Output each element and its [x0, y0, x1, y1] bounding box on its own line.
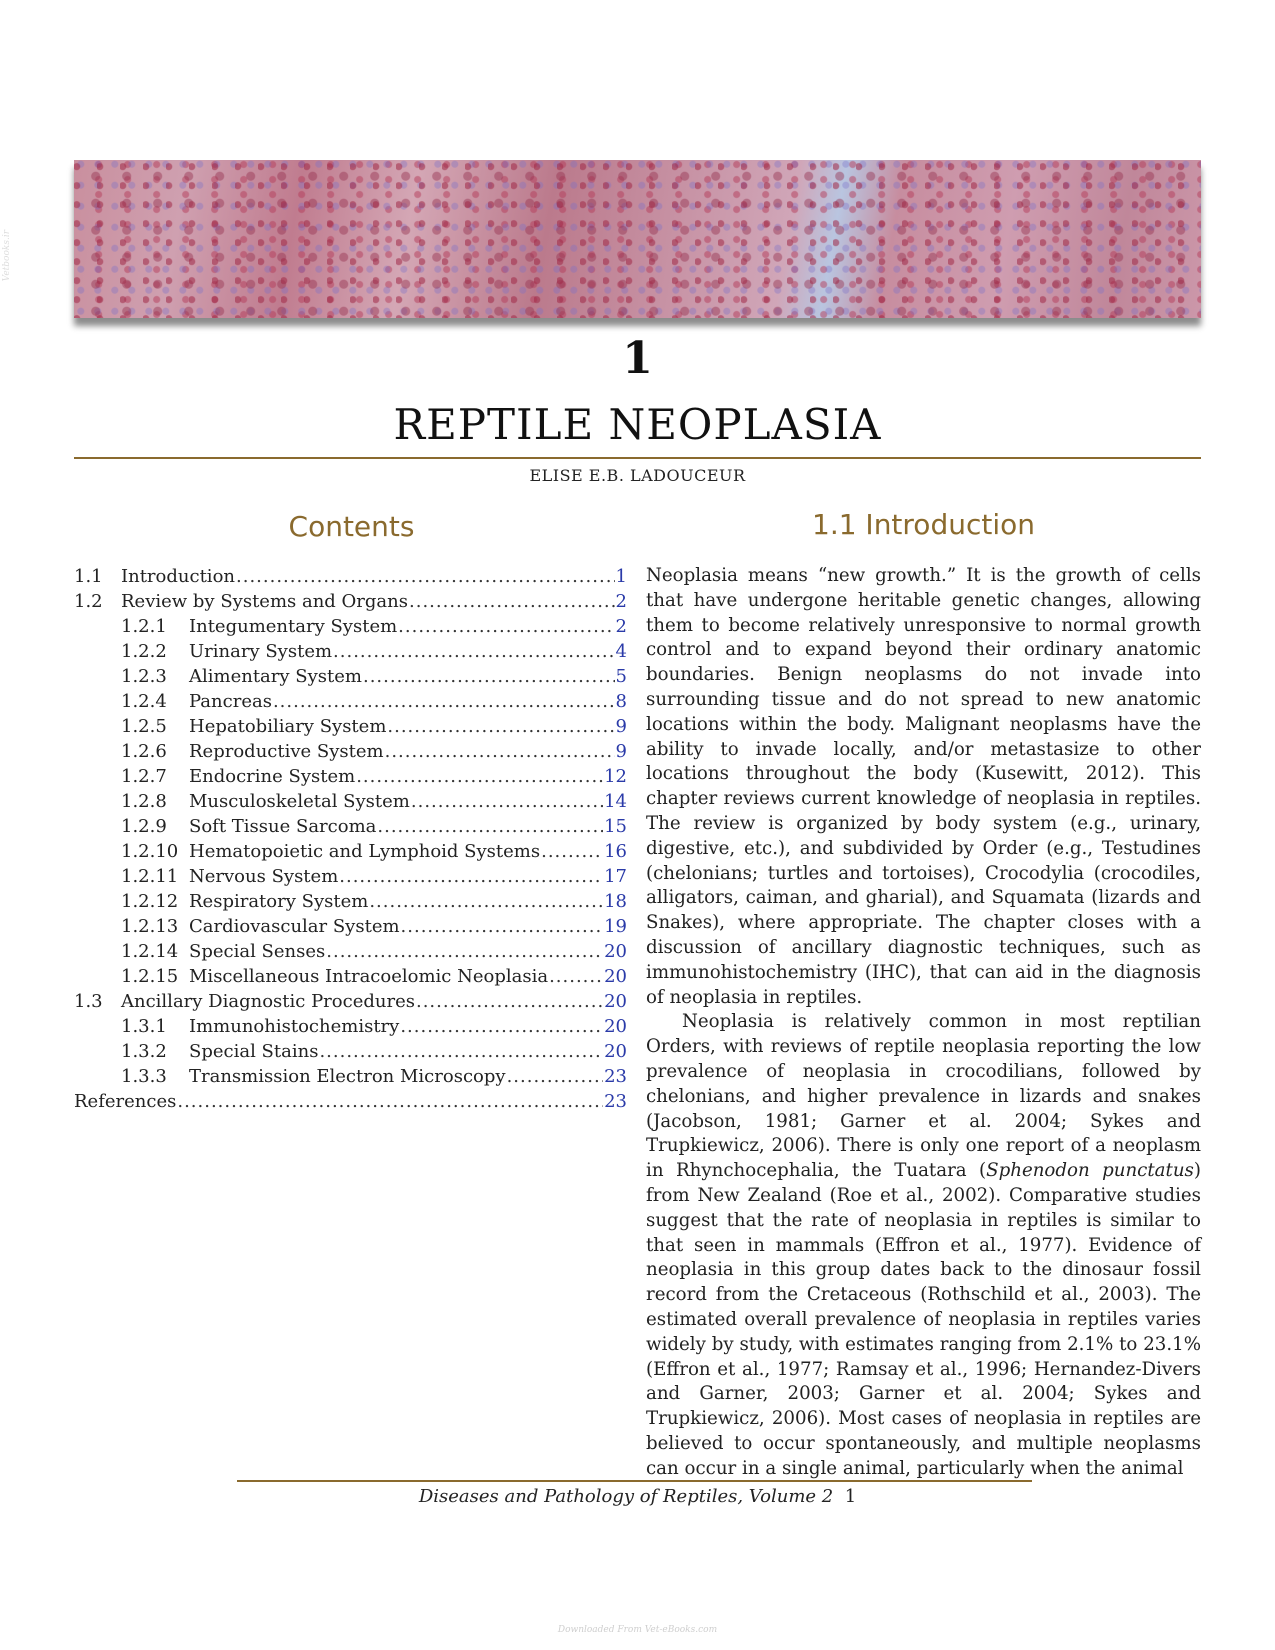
toc-entry-label: Reproductive System: [189, 741, 384, 762]
page-footer: [0, 1486, 1275, 1507]
toc-entry-label: Review by Systems and Organs: [121, 591, 408, 612]
toc-entry-page-link[interactable]: 15: [604, 816, 627, 837]
footer-book-title: Diseases and Pathology of Reptiles, Volume 2: [418, 1486, 834, 1507]
toc-entry-number: 1.2.13: [121, 916, 179, 937]
toc-entry-number: 1.2.6: [121, 741, 167, 762]
toc-entry[interactable]: [74, 1016, 627, 1041]
toc-entry-label: Alimentary System: [189, 666, 362, 687]
toc-entry-number: 1.2.5: [121, 716, 167, 737]
toc-entry-number: 1.2.14: [121, 941, 179, 962]
toc-entry-page-link[interactable]: 20: [604, 941, 627, 962]
toc-entry-page-link[interactable]: 5: [615, 666, 627, 687]
footer-page-number: 1: [844, 1486, 857, 1507]
toc-entry[interactable]: [74, 641, 627, 666]
toc-entry-label: Pancreas: [189, 691, 272, 712]
toc-entry[interactable]: [74, 1066, 627, 1091]
toc-entry-page-link[interactable]: 20: [604, 991, 627, 1012]
toc-entry-label: Special Senses: [189, 941, 326, 962]
toc-entry-page-link[interactable]: 23: [604, 1091, 627, 1112]
toc-entry-label: Cardiovascular System: [189, 916, 400, 937]
toc-entry-label: Musculoskeletal System: [189, 791, 410, 812]
chapter-title: REPTILE NEOPLASIA: [393, 400, 882, 449]
toc-leader-dots: [236, 566, 615, 587]
side-watermark: Vetbooks.ir: [2, 230, 12, 282]
toc-entry[interactable]: [74, 766, 627, 791]
toc-leader-dots: [339, 866, 603, 887]
toc-entry[interactable]: [74, 716, 627, 741]
toc-entry[interactable]: [74, 566, 627, 591]
title-rule: [74, 457, 1201, 459]
chapter-author: ELISE E.B. LADOUCEUR: [529, 466, 746, 485]
toc-entry-page-link[interactable]: 19: [604, 916, 627, 937]
toc-entry-label: Respiratory System: [189, 891, 369, 912]
toc-entry-label: Nervous System: [189, 866, 339, 887]
introduction-heading: 1.1 Introduction: [812, 508, 1035, 541]
toc-entry-label: Hematopoietic and Lymphoid Systems: [189, 841, 541, 862]
toc-leader-dots: [377, 816, 603, 837]
toc-leader-dots: [369, 891, 603, 912]
toc-entry[interactable]: [74, 891, 627, 916]
toc-entry[interactable]: [74, 1041, 627, 1066]
toc-entry-number: 1.2.7: [121, 766, 167, 787]
toc-leader-dots: [177, 1091, 603, 1112]
toc-entry-label: Miscellaneous Intracoelomic Neoplasia: [189, 966, 549, 987]
toc-entry-page-link[interactable]: 4: [615, 641, 627, 662]
toc-entry-page-link[interactable]: 2: [615, 616, 627, 637]
toc-entry-number: 1.2.8: [121, 791, 167, 812]
toc-entry-label: Urinary System: [189, 641, 333, 662]
toc-entry-number: 1.2.11: [121, 866, 179, 887]
toc-entry-page-link[interactable]: 20: [604, 966, 627, 987]
toc-entry-page-link[interactable]: 2: [615, 591, 627, 612]
download-watermark: Downloaded From Vet-eBooks.com: [557, 1625, 718, 1635]
toc-entry-label: Transmission Electron Microscopy: [189, 1066, 506, 1087]
intro-paragraph-1: Neoplasia means “new growth.” It is the growth of cells that have undergone heritable genetic changes, allowing them to become relatively unresponsive to normal growth control and to expand beyond their ordinary anatomic boundaries. Benign neoplasms do not invade into surrounding tissue and do not spread to new anatomic locations within the body. Malignant neoplasms have the ability to invade locally, and/or metastasize to other locations throughout the body (Kusewitt, 2012). This chapter reviews current knowledge of neoplasia in reptiles. The review is organized by body system (e.g., urinary, digestive, etc.), and subdivided by Order (e.g., Testudines (chelonians; turtles and tortoises), Crocodylia (crocodiles, alligators, caiman, and gharial), and Squamata (lizards and Snakes), where appropriate. The chapter closes with a discussion of ancillary diagnostic techniques, such as immunohistochemistry (IHC), that can aid in the diagnosis of neoplasia in reptiles.: [646, 565, 1201, 1008]
intro-paragraph-2: Neoplasia is relatively common in most reptilian Orders, with reviews of reptile neoplasia reporting the low prevalence of neoplasia in crocodilians, followed by chelonians, and higher prevalence in lizards and snakes (Jacobson, 1981; Garner et al. 2004; Sykes and Trupkiewicz, 2006). There is only one report of a neoplasm in Rhynchocephalia, the Tuatara (Sphenodon punctatus) from New Zealand (Roe et al., 2002). Comparative studies suggest that the rate of neoplasia in reptiles is similar to that seen in mammals (Effron et al., 1977). Evidence of neoplasia in this group dates back to the dinosaur fossil record from the Cretaceous (Rothschild et al., 2003). The estimated overall prevalence of neoplasia in reptiles varies widely by study, with estimates ranging from 2.1% to 23.1% (Effron et al., 1977; Ramsay et al., 1996; Hernandez-Divers and Garner, 2003; Garner et al. 2004; Sykes and Trupkiewicz, 2006). Most cases of neoplasia in reptiles are believed to occur spontaneously, and multiple neoplasms can occur in a single animal, particularly when the animal: [646, 1011, 1201, 1479]
toc-leader-dots: [363, 666, 615, 687]
toc-entry-number: 1.2.10: [121, 841, 179, 862]
toc-entry-number: 1.3.2: [121, 1041, 167, 1062]
toc-entry-number: 1.1: [74, 566, 103, 587]
toc-entry-number: 1.2.15: [121, 966, 179, 987]
histology-banner-image: [74, 160, 1201, 318]
toc-entry-page-link[interactable]: 23: [604, 1066, 627, 1087]
toc-leader-dots: [549, 966, 603, 987]
toc-entry-page-link[interactable]: 1: [615, 566, 627, 587]
toc-entry[interactable]: [74, 591, 627, 616]
toc-entry-page-link[interactable]: 9: [615, 741, 627, 762]
toc-entry[interactable]: [74, 791, 627, 816]
toc-entry-number: 1.2.4: [121, 691, 167, 712]
toc-entry[interactable]: [74, 666, 627, 691]
toc-entry-page-link[interactable]: 14: [604, 791, 627, 812]
toc-entry-label: Immunohistochemistry: [189, 1016, 400, 1037]
table-of-contents: [74, 566, 627, 1116]
toc-leader-dots: [319, 1041, 603, 1062]
toc-leader-dots: [398, 616, 614, 637]
toc-leader-dots: [416, 991, 603, 1012]
toc-entry-label: Integumentary System: [189, 616, 398, 637]
toc-entry-label: Special Stains: [189, 1041, 319, 1062]
toc-leader-dots: [326, 941, 603, 962]
toc-leader-dots: [541, 841, 603, 862]
toc-entry-page-link[interactable]: 20: [604, 1041, 627, 1062]
toc-entry-page-link[interactable]: 18: [604, 891, 627, 912]
toc-entry-label: References: [74, 1091, 177, 1112]
toc-leader-dots: [507, 1066, 604, 1087]
toc-entry-label: Ancillary Diagnostic Procedures: [121, 991, 415, 1012]
toc-entry-page-link[interactable]: 9: [615, 716, 627, 737]
toc-entry-number: 1.2: [74, 591, 103, 612]
toc-entry-number: 1.2.3: [121, 666, 167, 687]
toc-entry-number: 1.2.2: [121, 641, 167, 662]
toc-entry[interactable]: [74, 691, 627, 716]
toc-entry-number: 1.3.3: [121, 1066, 167, 1087]
toc-entry-number: 1.2.1: [121, 616, 167, 637]
toc-entry[interactable]: [74, 616, 627, 641]
toc-leader-dots: [356, 766, 603, 787]
toc-leader-dots: [385, 741, 615, 762]
footer-rule: [237, 1480, 1032, 1482]
toc-entry[interactable]: [74, 816, 627, 841]
toc-entry[interactable]: [74, 966, 627, 991]
toc-leader-dots: [411, 791, 603, 812]
toc-leader-dots: [387, 716, 614, 737]
toc-entry[interactable]: [74, 741, 627, 766]
toc-entry-number: 1.3: [74, 991, 103, 1012]
toc-leader-dots: [401, 916, 604, 937]
toc-entry-label: Soft Tissue Sarcoma: [189, 816, 377, 837]
introduction-body: [646, 564, 1201, 1481]
toc-entry-number: 1.2.9: [121, 816, 167, 837]
toc-entry-page-link[interactable]: 16: [604, 841, 627, 862]
chapter-number: 1: [622, 333, 653, 384]
toc-entry-label: Introduction: [121, 566, 235, 587]
toc-entry-page-link[interactable]: 8: [615, 691, 627, 712]
toc-entry-label: Hepatobiliary System: [189, 716, 387, 737]
toc-entry[interactable]: [74, 1091, 627, 1116]
toc-entry-number: 1.3.1: [121, 1016, 167, 1037]
toc-entry-page-link[interactable]: 12: [604, 766, 627, 787]
toc-leader-dots: [273, 691, 615, 712]
contents-heading: Contents: [288, 510, 415, 543]
toc-entry-page-link[interactable]: 17: [604, 866, 627, 887]
toc-entry-number: 1.2.12: [121, 891, 179, 912]
toc-entry[interactable]: [74, 941, 627, 966]
toc-leader-dots: [333, 641, 615, 662]
toc-entry[interactable]: [74, 866, 627, 891]
toc-entry[interactable]: [74, 916, 627, 941]
toc-leader-dots: [409, 591, 615, 612]
toc-entry[interactable]: [74, 841, 627, 866]
toc-entry-page-link[interactable]: 20: [604, 1016, 627, 1037]
toc-leader-dots: [400, 1016, 603, 1037]
toc-entry[interactable]: [74, 991, 627, 1016]
species-name: Sphenodon punctatus: [986, 1160, 1194, 1182]
toc-entry-label: Endocrine System: [189, 766, 356, 787]
